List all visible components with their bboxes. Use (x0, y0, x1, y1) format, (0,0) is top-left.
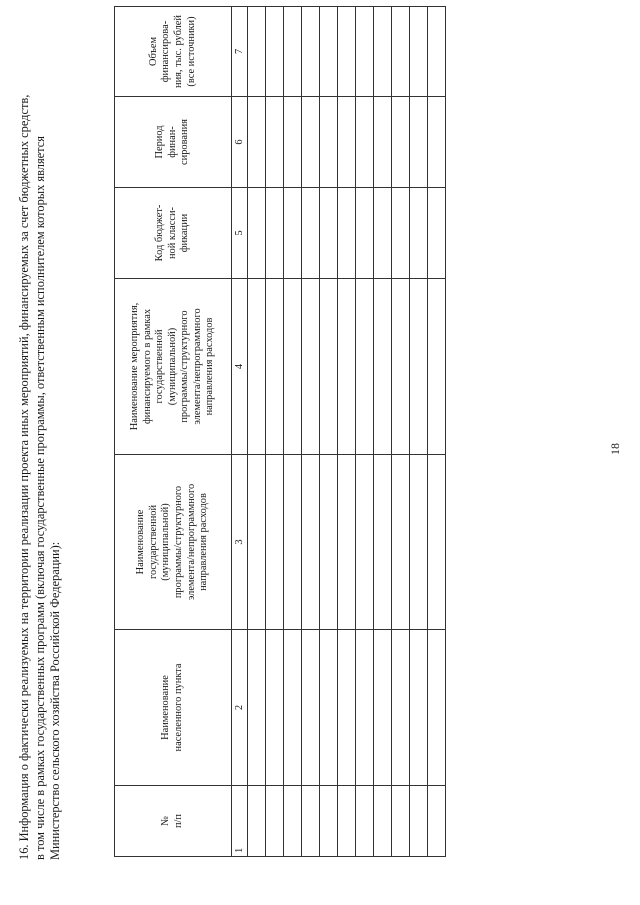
table-cell (266, 97, 284, 188)
table-cell (320, 188, 338, 279)
table-cell (266, 455, 284, 630)
table-cell (392, 455, 410, 630)
table-cell (338, 279, 356, 455)
section-heading (17, 40, 64, 860)
table-cell (356, 786, 374, 857)
table-cell (428, 7, 446, 97)
table-row (356, 7, 374, 857)
table-cell (284, 786, 302, 857)
col-header-period: Период финан- сирования (115, 97, 232, 188)
table-cell (392, 7, 410, 97)
table-cell (428, 455, 446, 630)
activities-table (114, 6, 446, 857)
col-number-3: 3 (232, 455, 248, 630)
table-cell (392, 279, 410, 455)
table-cell (284, 7, 302, 97)
col-header-settlement: Наименование населенного пункта (115, 630, 232, 786)
table-row (320, 7, 338, 857)
table-cell (320, 97, 338, 188)
header-row (115, 7, 232, 857)
col-number-5: 5 (232, 188, 248, 279)
table-cell (374, 455, 392, 630)
table-cell (248, 188, 266, 279)
table-cell (302, 630, 320, 786)
table-cell (266, 630, 284, 786)
table-row (284, 7, 302, 857)
table-cell (248, 786, 266, 857)
table-cell (284, 97, 302, 188)
table-cell (356, 97, 374, 188)
table-cell (302, 97, 320, 188)
table-cell (302, 7, 320, 97)
table-cell (428, 279, 446, 455)
table-cell (338, 455, 356, 630)
table-cell (410, 630, 428, 786)
table-cell (374, 630, 392, 786)
table-cell (356, 7, 374, 97)
table-cell (338, 97, 356, 188)
heading-line-2: в том числе в рамках государственных программ (включая государственные программы, ответственным исполнителем которых является (32, 136, 47, 860)
table-row (338, 7, 356, 857)
col-number-4: 4 (232, 279, 248, 455)
table-row (302, 7, 320, 857)
table-cell (284, 188, 302, 279)
table-cell (374, 7, 392, 97)
table-cell (320, 786, 338, 857)
table-body (248, 7, 446, 857)
table-cell (320, 279, 338, 455)
table-cell (284, 279, 302, 455)
table-cell (428, 786, 446, 857)
table-cell (266, 786, 284, 857)
table-row (392, 7, 410, 857)
table-cell (410, 7, 428, 97)
table-cell (392, 786, 410, 857)
table-cell (338, 630, 356, 786)
col-header-program: Наименование государственной (муниципальной) программы/структурного элемента/непрограммного направления расходов (115, 455, 232, 630)
table-cell (266, 279, 284, 455)
table-cell (248, 455, 266, 630)
col-number-7: 7 (232, 7, 248, 97)
table-cell (392, 188, 410, 279)
table-cell (410, 279, 428, 455)
table-cell (284, 455, 302, 630)
page-number: 18 (608, 443, 622, 455)
table-cell (374, 97, 392, 188)
table-cell (374, 188, 392, 279)
table-cell (248, 7, 266, 97)
table-row (374, 7, 392, 857)
table-cell (266, 7, 284, 97)
table-cell (392, 97, 410, 188)
table-cell (356, 630, 374, 786)
table-cell (338, 786, 356, 857)
table-cell (356, 279, 374, 455)
table-cell (302, 279, 320, 455)
table-cell (410, 97, 428, 188)
column-number-row (232, 7, 248, 857)
col-number-1: 1 (232, 786, 248, 857)
table-cell (410, 455, 428, 630)
table-cell (302, 455, 320, 630)
table-cell (374, 786, 392, 857)
table-cell (428, 630, 446, 786)
col-header-budget-code: Код бюджет- ной класси- фикации (115, 188, 232, 279)
table-cell (302, 188, 320, 279)
table-cell (320, 455, 338, 630)
col-number-6: 6 (232, 97, 248, 188)
table-row (266, 7, 284, 857)
table-cell (428, 188, 446, 279)
table-cell (338, 188, 356, 279)
table-cell (248, 279, 266, 455)
table-cell (428, 97, 446, 188)
heading-line-1: 16. Информация о фактически реализуемых на территории реализации проекта иных мероприятий, финансируемых за счет бюджетных средств, (17, 94, 31, 860)
table-cell (284, 630, 302, 786)
col-header-number: № п/п (115, 786, 232, 857)
table-row (410, 7, 428, 857)
heading-line-3: Министерство сельского хозяйства Российской Федерации): (48, 541, 62, 860)
table-cell (266, 188, 284, 279)
table-cell (410, 188, 428, 279)
table-cell (302, 786, 320, 857)
table-row (428, 7, 446, 857)
table-cell (356, 188, 374, 279)
col-header-amount: Объем финансирова- ния, тыс. рублей (все источники) (115, 7, 232, 97)
table-cell (374, 279, 392, 455)
table-cell (320, 630, 338, 786)
col-number-2: 2 (232, 630, 248, 786)
table-cell (338, 7, 356, 97)
table-row (248, 7, 266, 857)
table-cell (410, 786, 428, 857)
table-cell (248, 97, 266, 188)
table-cell (320, 7, 338, 97)
col-header-activity: Наименование мероприятия, финансируемого в рамках государственной (муниципальной) программы/структурного элемента/непрограммного направления расходов (115, 279, 232, 455)
table-cell (356, 455, 374, 630)
table-cell (392, 630, 410, 786)
table-cell (248, 630, 266, 786)
